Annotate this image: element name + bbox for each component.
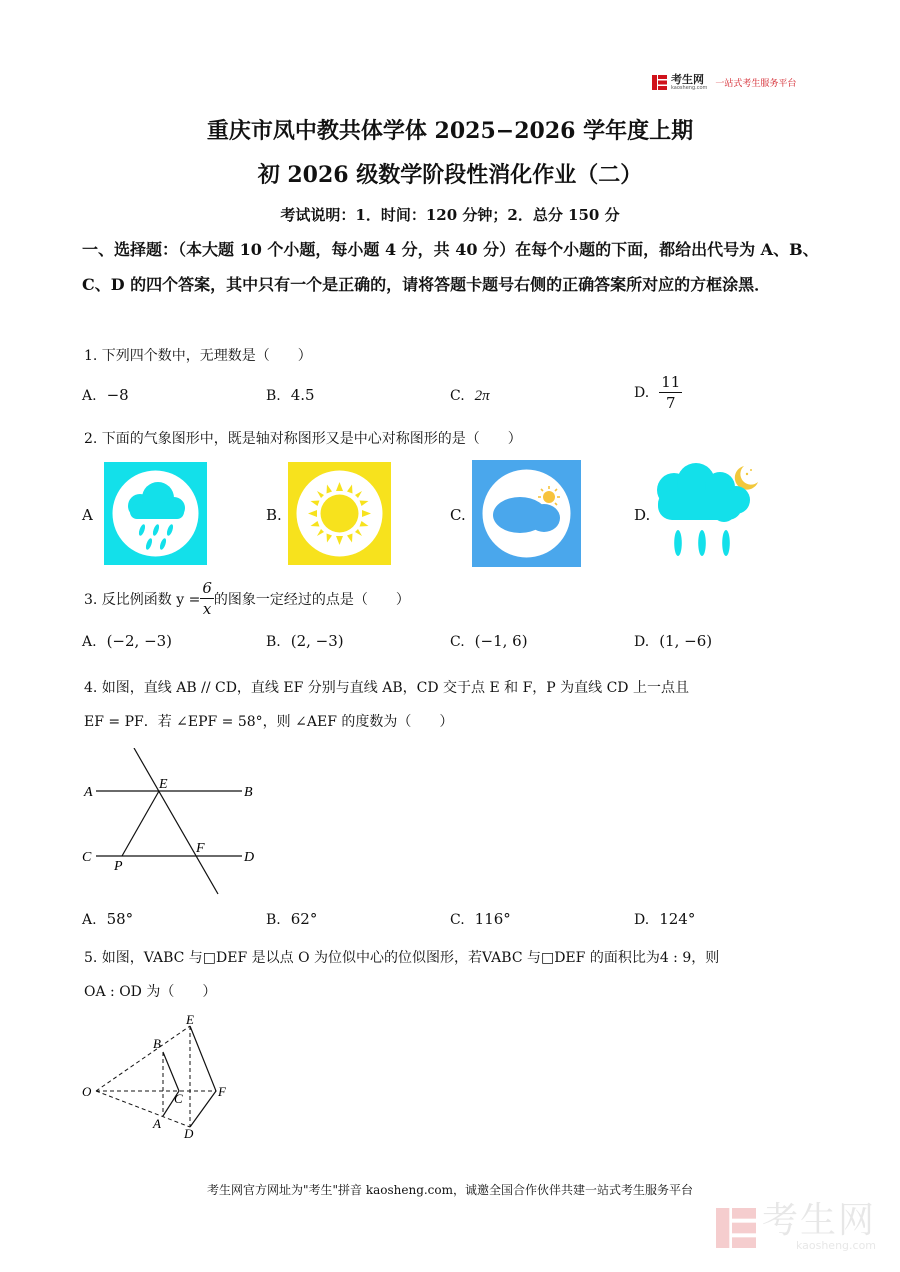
q3-option-a[interactable]: [82, 632, 172, 650]
label-a: A: [84, 785, 93, 800]
label-p: P: [114, 859, 123, 874]
label-d: D: [244, 850, 255, 865]
q4-option-b[interactable]: [266, 910, 317, 928]
q1-option-b[interactable]: [266, 386, 315, 404]
q1-option-d[interactable]: [634, 372, 682, 413]
option-value: 124°: [659, 910, 696, 928]
page-footer: 考生网官方网址为"考生"拼音 kaosheng.com，诚邀全国合作伙伴共建一站式考生服务平台: [206, 1183, 694, 1197]
question-4-line2: EF = PF．若 ∠EPF = 58°，则 ∠AEF 的度数为（ ）: [84, 714, 454, 730]
fraction: [659, 372, 682, 413]
cloudy-weather-icon[interactable]: [472, 460, 581, 567]
option-label: B.: [266, 388, 281, 404]
option-value: 4.5: [290, 386, 315, 404]
q3-stem-post: 的图象一定经过的点是（ ）: [213, 591, 410, 608]
label-o: O: [82, 1084, 92, 1099]
option-value: −8: [106, 386, 129, 404]
option-label: D.: [634, 634, 650, 650]
option-value: (−1, 6): [474, 632, 528, 650]
triangle-abc: [163, 1052, 179, 1116]
option-value: 116°: [474, 910, 511, 928]
fraction-numerator: 6: [202, 579, 212, 597]
q3-stem-pre: 3. 反比例函数 y =: [84, 591, 201, 608]
question-4-line1: 4. 如图，直线 AB // CD，直线 EF 分别与直线 AB，CD 交于点 E 和 F，P 为直线 CD 上一点且: [84, 680, 689, 696]
segment-pe: [122, 791, 159, 856]
q3-option-c[interactable]: [450, 632, 528, 650]
option-label: A.: [82, 388, 97, 404]
line-ef: [134, 748, 218, 894]
q4-option-d[interactable]: [634, 910, 695, 928]
label-c: C: [82, 850, 92, 865]
q4-option-c[interactable]: [450, 910, 511, 928]
option-value: (−2, −3): [106, 632, 173, 650]
option-value: 2π: [474, 388, 490, 404]
label-a: A: [153, 1116, 161, 1131]
question-5-line1: 5. 如图，VABC 与□DEF 是以点 O 为位似中心的位似图形，若VABC 与□DEF 的面积比为4 : 9，则: [84, 950, 720, 966]
logo-name: 考生网: [671, 73, 704, 86]
q5-figure: [78, 1014, 238, 1144]
option-value: 58°: [106, 910, 134, 928]
label-d: D: [184, 1126, 194, 1141]
exam-instructions: 考试说明：1．时间：120 分钟；2．总分 150 分: [280, 206, 620, 224]
fraction-denominator: x: [202, 600, 212, 618]
option-label: B.: [266, 634, 281, 650]
q2-option-d-label[interactable]: D.: [634, 506, 651, 524]
q1-option-a[interactable]: [82, 386, 129, 404]
page-subtitle: 初 2026 级数学阶段性消化作业（二）: [257, 162, 643, 188]
q1-option-c[interactable]: [450, 386, 490, 405]
label-f: F: [196, 841, 205, 856]
option-value: (2, −3): [290, 632, 344, 650]
option-label: C.: [450, 388, 465, 404]
watermark-domain: kaosheng.com: [795, 1239, 877, 1252]
logo-domain: kaosheng.com: [671, 85, 708, 91]
label-f: F: [218, 1084, 226, 1099]
question-5-line2: OA : OD 为（ ）: [84, 984, 217, 1000]
option-label: A.: [82, 634, 97, 650]
sun-weather-icon[interactable]: [288, 462, 391, 565]
brand-logo[interactable]: [652, 74, 796, 91]
watermark: [716, 1200, 877, 1252]
option-label: A.: [82, 912, 97, 928]
logo-slogan: 一站式考生服务平台: [715, 79, 797, 89]
q4-figure: [80, 748, 270, 898]
watermark-text: 考生网: [762, 1200, 877, 1241]
option-label: B.: [266, 912, 281, 928]
label-e: E: [186, 1014, 194, 1027]
option-value: (1, −6): [659, 632, 713, 650]
fraction-numerator: 11: [661, 373, 681, 391]
label-c: C: [174, 1091, 183, 1106]
question-1-stem: 1. 下列四个数中，无理数是（ ）: [84, 348, 312, 364]
q2-option-b-label[interactable]: B.: [266, 506, 282, 524]
section-heading: 一、选择题：（本大题 10 个小题，每小题 4 分，共 40 分）在每个小题的下面，都给出代号为 A、B、C、D 的四个答案，其中只有一个是正确的，请将答题卡题号右侧的正确答案所对应的方框涂黑．: [82, 240, 819, 294]
question-3-stem: [84, 578, 410, 619]
q3-option-d[interactable]: [634, 632, 712, 650]
rain-weather-icon[interactable]: [104, 462, 207, 565]
option-label: C.: [450, 634, 465, 650]
night-rain-weather-icon[interactable]: [652, 460, 762, 564]
q4-option-a[interactable]: [82, 910, 133, 928]
label-b: B: [153, 1036, 161, 1051]
watermark-logo-icon: [716, 1208, 756, 1248]
option-label: D.: [634, 912, 650, 928]
ray-oe: [96, 1026, 190, 1091]
page-title: 重庆市凤中教共体学体 2025−2026 学年度上期: [206, 118, 694, 144]
triangle-def: [190, 1026, 216, 1127]
q3-option-b[interactable]: [266, 632, 344, 650]
kaosheng-logo-icon: [652, 75, 667, 90]
question-2-stem: 2. 下面的气象图形中，既是轴对称图形又是中心对称图形的是（ ）: [84, 431, 522, 447]
option-label: D.: [634, 384, 650, 401]
option-label: C.: [450, 912, 465, 928]
label-b: B: [244, 785, 253, 800]
fraction-denominator: 7: [665, 394, 676, 412]
q2-option-c-label[interactable]: C.: [450, 506, 466, 524]
label-e: E: [159, 777, 168, 792]
q3-fraction: [200, 578, 214, 619]
q2-option-a-label[interactable]: A: [82, 506, 93, 524]
option-value: 62°: [290, 910, 318, 928]
